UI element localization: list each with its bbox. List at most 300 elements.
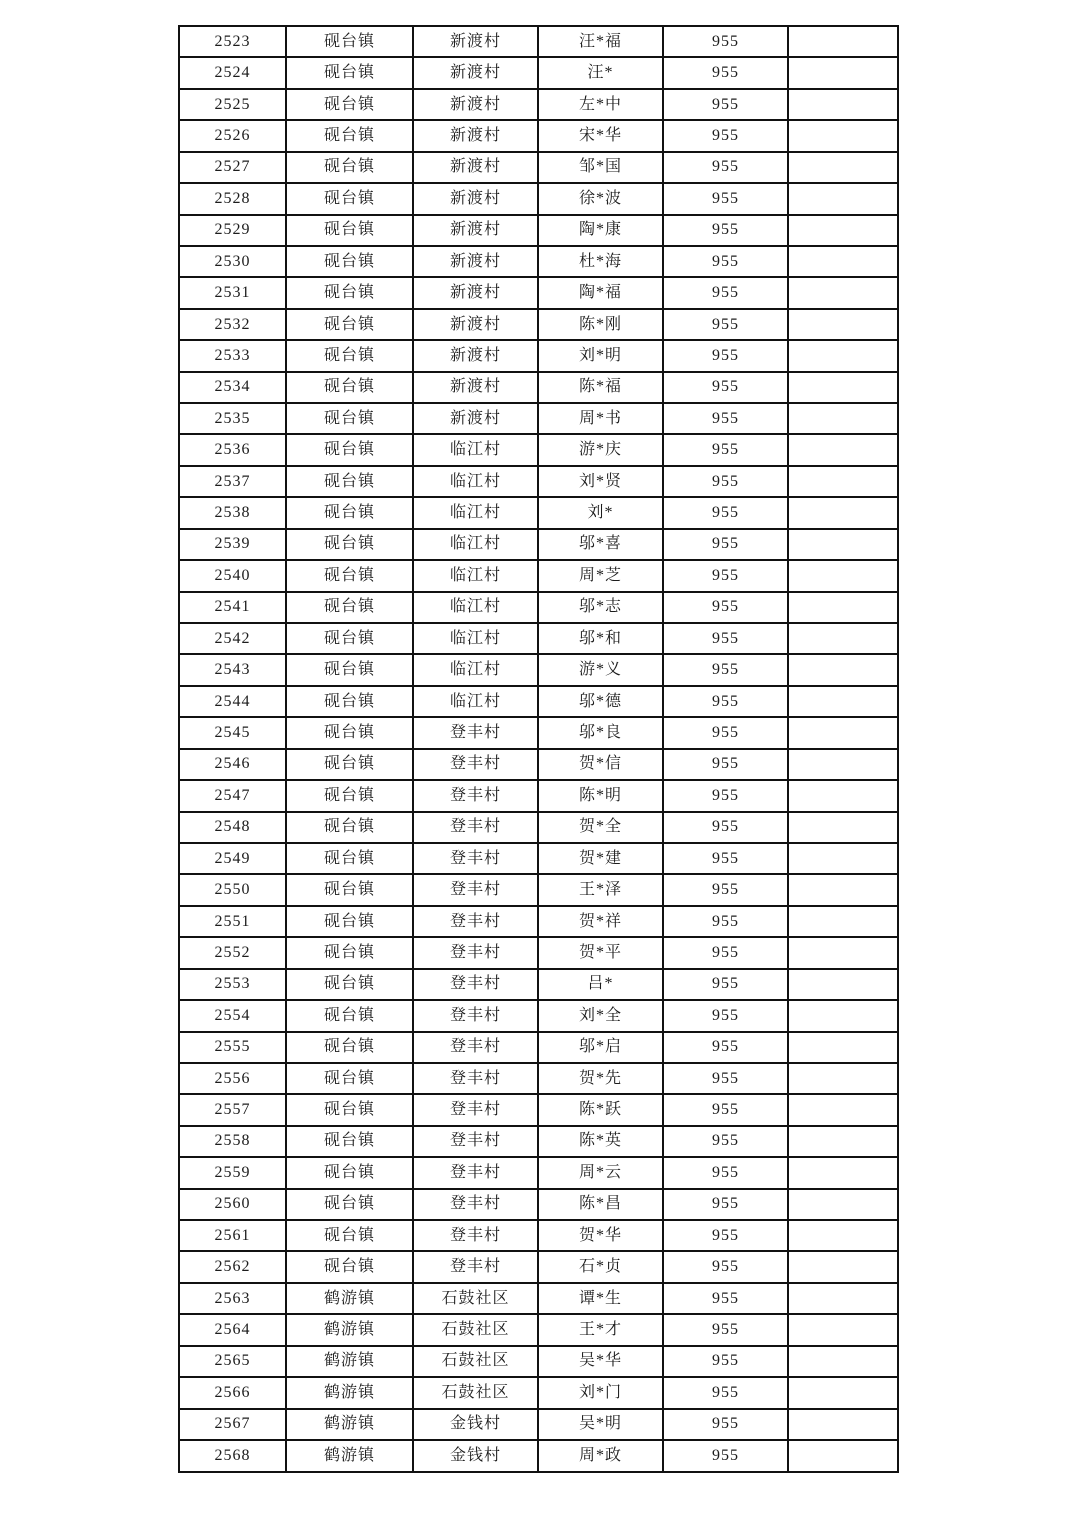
cell-index: 2551 xyxy=(179,906,286,937)
cell-value: 955 xyxy=(663,937,788,968)
cell-town: 砚台镇 xyxy=(286,654,413,685)
cell-note xyxy=(788,592,898,623)
table-row xyxy=(179,780,898,811)
cell-value: 955 xyxy=(663,309,788,340)
cell-name: 宋*华 xyxy=(538,120,663,151)
cell-town: 鹤游镇 xyxy=(286,1440,413,1472)
cell-village: 新渡村 xyxy=(413,403,538,434)
cell-index: 2567 xyxy=(179,1409,286,1440)
cell-name: 陈*刚 xyxy=(538,309,663,340)
table-row xyxy=(179,1346,898,1377)
table-row xyxy=(179,434,898,465)
table-row xyxy=(179,152,898,183)
cell-village: 新渡村 xyxy=(413,340,538,371)
cell-town: 砚台镇 xyxy=(286,277,413,308)
cell-town: 砚台镇 xyxy=(286,686,413,717)
cell-town: 砚台镇 xyxy=(286,843,413,874)
cell-index: 2524 xyxy=(179,57,286,88)
cell-index: 2544 xyxy=(179,686,286,717)
cell-value: 955 xyxy=(663,57,788,88)
cell-value: 955 xyxy=(663,152,788,183)
cell-town: 砚台镇 xyxy=(286,780,413,811)
cell-town: 砚台镇 xyxy=(286,906,413,937)
cell-name: 石*贞 xyxy=(538,1251,663,1282)
table-row xyxy=(179,1126,898,1157)
table-row xyxy=(179,969,898,1000)
table-row xyxy=(179,57,898,88)
table-row xyxy=(179,874,898,905)
cell-name: 陈*跃 xyxy=(538,1094,663,1125)
table-row xyxy=(179,749,898,780)
cell-name: 贺*建 xyxy=(538,843,663,874)
cell-value: 955 xyxy=(663,1063,788,1094)
cell-name: 邹*国 xyxy=(538,152,663,183)
cell-village: 新渡村 xyxy=(413,246,538,277)
cell-village: 临江村 xyxy=(413,592,538,623)
cell-village: 登丰村 xyxy=(413,1189,538,1220)
cell-index: 2556 xyxy=(179,1063,286,1094)
cell-note xyxy=(788,1346,898,1377)
cell-index: 2534 xyxy=(179,372,286,403)
cell-village: 登丰村 xyxy=(413,1063,538,1094)
table-row xyxy=(179,26,898,57)
cell-name: 邬*和 xyxy=(538,623,663,654)
cell-index: 2529 xyxy=(179,215,286,246)
cell-note xyxy=(788,780,898,811)
cell-note xyxy=(788,717,898,748)
cell-index: 2555 xyxy=(179,1032,286,1063)
cell-town: 砚台镇 xyxy=(286,434,413,465)
cell-index: 2536 xyxy=(179,434,286,465)
cell-village: 登丰村 xyxy=(413,717,538,748)
cell-name: 邬*良 xyxy=(538,717,663,748)
cell-name: 贺*全 xyxy=(538,812,663,843)
table-row xyxy=(179,686,898,717)
cell-value: 955 xyxy=(663,497,788,528)
cell-index: 2530 xyxy=(179,246,286,277)
cell-town: 砚台镇 xyxy=(286,1251,413,1282)
cell-value: 955 xyxy=(663,1220,788,1251)
cell-note xyxy=(788,1063,898,1094)
cell-town: 鹤游镇 xyxy=(286,1346,413,1377)
table-row xyxy=(179,812,898,843)
cell-value: 955 xyxy=(663,874,788,905)
table-row xyxy=(179,89,898,120)
cell-value: 955 xyxy=(663,560,788,591)
cell-town: 砚台镇 xyxy=(286,1094,413,1125)
cell-name: 邬*德 xyxy=(538,686,663,717)
cell-index: 2531 xyxy=(179,277,286,308)
cell-village: 登丰村 xyxy=(413,749,538,780)
cell-name: 左*中 xyxy=(538,89,663,120)
cell-name: 周*政 xyxy=(538,1440,663,1472)
cell-town: 砚台镇 xyxy=(286,26,413,57)
cell-town: 鹤游镇 xyxy=(286,1409,413,1440)
cell-village: 临江村 xyxy=(413,466,538,497)
cell-index: 2532 xyxy=(179,309,286,340)
cell-town: 砚台镇 xyxy=(286,717,413,748)
cell-note xyxy=(788,466,898,497)
cell-name: 吴*华 xyxy=(538,1346,663,1377)
cell-village: 登丰村 xyxy=(413,1251,538,1282)
cell-village: 新渡村 xyxy=(413,89,538,120)
cell-village: 新渡村 xyxy=(413,309,538,340)
cell-name: 陶*康 xyxy=(538,215,663,246)
cell-name: 贺*信 xyxy=(538,749,663,780)
cell-value: 955 xyxy=(663,906,788,937)
cell-town: 砚台镇 xyxy=(286,152,413,183)
table-row xyxy=(179,623,898,654)
cell-village: 临江村 xyxy=(413,623,538,654)
cell-index: 2540 xyxy=(179,560,286,591)
cell-town: 砚台镇 xyxy=(286,215,413,246)
cell-town: 砚台镇 xyxy=(286,309,413,340)
cell-name: 刘*明 xyxy=(538,340,663,371)
cell-value: 955 xyxy=(663,277,788,308)
cell-index: 2525 xyxy=(179,89,286,120)
cell-index: 2568 xyxy=(179,1440,286,1472)
cell-name: 周*云 xyxy=(538,1157,663,1188)
cell-village: 登丰村 xyxy=(413,1032,538,1063)
cell-town: 砚台镇 xyxy=(286,749,413,780)
cell-village: 登丰村 xyxy=(413,812,538,843)
table-row xyxy=(179,340,898,371)
table-row xyxy=(179,592,898,623)
table-row xyxy=(179,906,898,937)
cell-index: 2546 xyxy=(179,749,286,780)
cell-note xyxy=(788,26,898,57)
cell-village: 石鼓社区 xyxy=(413,1377,538,1408)
cell-index: 2564 xyxy=(179,1314,286,1345)
cell-index: 2535 xyxy=(179,403,286,434)
cell-index: 2545 xyxy=(179,717,286,748)
cell-value: 955 xyxy=(663,1126,788,1157)
cell-value: 955 xyxy=(663,215,788,246)
table-row xyxy=(179,277,898,308)
cell-name: 刘*全 xyxy=(538,1000,663,1031)
cell-note xyxy=(788,183,898,214)
cell-value: 955 xyxy=(663,1283,788,1314)
cell-village: 登丰村 xyxy=(413,969,538,1000)
cell-value: 955 xyxy=(663,654,788,685)
cell-town: 砚台镇 xyxy=(286,497,413,528)
cell-value: 955 xyxy=(663,246,788,277)
cell-town: 砚台镇 xyxy=(286,874,413,905)
cell-note xyxy=(788,497,898,528)
cell-village: 登丰村 xyxy=(413,874,538,905)
cell-index: 2533 xyxy=(179,340,286,371)
cell-village: 临江村 xyxy=(413,686,538,717)
table-row xyxy=(179,560,898,591)
cell-note xyxy=(788,812,898,843)
cell-town: 砚台镇 xyxy=(286,403,413,434)
cell-index: 2560 xyxy=(179,1189,286,1220)
cell-town: 鹤游镇 xyxy=(286,1377,413,1408)
cell-index: 2539 xyxy=(179,529,286,560)
table-row xyxy=(179,654,898,685)
table-row xyxy=(179,717,898,748)
cell-town: 砚台镇 xyxy=(286,1126,413,1157)
table-row xyxy=(179,1157,898,1188)
cell-town: 砚台镇 xyxy=(286,529,413,560)
cell-name: 周*书 xyxy=(538,403,663,434)
cell-value: 955 xyxy=(663,1251,788,1282)
cell-village: 石鼓社区 xyxy=(413,1283,538,1314)
cell-name: 游*庆 xyxy=(538,434,663,465)
cell-name: 王*才 xyxy=(538,1314,663,1345)
table-row xyxy=(179,403,898,434)
cell-index: 2558 xyxy=(179,1126,286,1157)
cell-name: 贺*华 xyxy=(538,1220,663,1251)
cell-index: 2553 xyxy=(179,969,286,1000)
cell-note xyxy=(788,89,898,120)
cell-village: 石鼓社区 xyxy=(413,1346,538,1377)
cell-village: 登丰村 xyxy=(413,780,538,811)
cell-name: 贺*先 xyxy=(538,1063,663,1094)
cell-note xyxy=(788,1409,898,1440)
cell-note xyxy=(788,277,898,308)
cell-index: 2523 xyxy=(179,26,286,57)
cell-village: 登丰村 xyxy=(413,1220,538,1251)
cell-name: 邬*启 xyxy=(538,1032,663,1063)
table-row xyxy=(179,497,898,528)
cell-index: 2566 xyxy=(179,1377,286,1408)
cell-town: 砚台镇 xyxy=(286,812,413,843)
cell-note xyxy=(788,434,898,465)
table-row xyxy=(179,1063,898,1094)
cell-index: 2554 xyxy=(179,1000,286,1031)
cell-value: 955 xyxy=(663,89,788,120)
cell-name: 游*义 xyxy=(538,654,663,685)
cell-index: 2537 xyxy=(179,466,286,497)
cell-town: 砚台镇 xyxy=(286,623,413,654)
cell-town: 砚台镇 xyxy=(286,120,413,151)
table-row xyxy=(179,246,898,277)
cell-village: 临江村 xyxy=(413,497,538,528)
table-row xyxy=(179,183,898,214)
cell-note xyxy=(788,246,898,277)
cell-value: 955 xyxy=(663,1094,788,1125)
cell-index: 2547 xyxy=(179,780,286,811)
cell-value: 955 xyxy=(663,623,788,654)
cell-town: 砚台镇 xyxy=(286,372,413,403)
cell-value: 955 xyxy=(663,592,788,623)
table-row xyxy=(179,1440,898,1472)
cell-index: 2543 xyxy=(179,654,286,685)
cell-town: 砚台镇 xyxy=(286,560,413,591)
cell-index: 2549 xyxy=(179,843,286,874)
cell-value: 955 xyxy=(663,403,788,434)
cell-value: 955 xyxy=(663,969,788,1000)
data-table xyxy=(178,25,899,1473)
cell-value: 955 xyxy=(663,340,788,371)
cell-town: 砚台镇 xyxy=(286,1063,413,1094)
cell-town: 砚台镇 xyxy=(286,89,413,120)
cell-name: 陈*英 xyxy=(538,1126,663,1157)
cell-note xyxy=(788,1283,898,1314)
cell-value: 955 xyxy=(663,529,788,560)
cell-name: 王*泽 xyxy=(538,874,663,905)
cell-name: 谭*生 xyxy=(538,1283,663,1314)
cell-village: 新渡村 xyxy=(413,120,538,151)
cell-value: 955 xyxy=(663,1157,788,1188)
cell-note xyxy=(788,874,898,905)
cell-value: 955 xyxy=(663,843,788,874)
cell-village: 新渡村 xyxy=(413,277,538,308)
table-row xyxy=(179,1000,898,1031)
table-body xyxy=(179,26,898,1472)
cell-village: 临江村 xyxy=(413,434,538,465)
cell-value: 955 xyxy=(663,686,788,717)
table-row xyxy=(179,1094,898,1125)
cell-name: 刘* xyxy=(538,497,663,528)
cell-note xyxy=(788,937,898,968)
cell-name: 贺*平 xyxy=(538,937,663,968)
cell-name: 邬*志 xyxy=(538,592,663,623)
cell-note xyxy=(788,749,898,780)
cell-village: 新渡村 xyxy=(413,152,538,183)
cell-note xyxy=(788,1314,898,1345)
cell-index: 2526 xyxy=(179,120,286,151)
cell-index: 2559 xyxy=(179,1157,286,1188)
cell-value: 955 xyxy=(663,434,788,465)
cell-town: 鹤游镇 xyxy=(286,1283,413,1314)
cell-town: 砚台镇 xyxy=(286,937,413,968)
cell-index: 2548 xyxy=(179,812,286,843)
cell-note xyxy=(788,1094,898,1125)
cell-note xyxy=(788,1157,898,1188)
cell-name: 杜*海 xyxy=(538,246,663,277)
cell-note xyxy=(788,1251,898,1282)
table-row xyxy=(179,215,898,246)
cell-town: 砚台镇 xyxy=(286,1189,413,1220)
cell-name: 贺*祥 xyxy=(538,906,663,937)
cell-note xyxy=(788,969,898,1000)
cell-value: 955 xyxy=(663,1189,788,1220)
cell-village: 登丰村 xyxy=(413,937,538,968)
cell-note xyxy=(788,560,898,591)
table-row xyxy=(179,120,898,151)
table-row xyxy=(179,1283,898,1314)
cell-note xyxy=(788,120,898,151)
cell-town: 砚台镇 xyxy=(286,1157,413,1188)
cell-note xyxy=(788,309,898,340)
table-row xyxy=(179,529,898,560)
cell-note xyxy=(788,152,898,183)
cell-value: 955 xyxy=(663,1409,788,1440)
table-row xyxy=(179,937,898,968)
cell-index: 2562 xyxy=(179,1251,286,1282)
cell-note xyxy=(788,906,898,937)
cell-value: 955 xyxy=(663,717,788,748)
cell-value: 955 xyxy=(663,780,788,811)
table-row xyxy=(179,1251,898,1282)
cell-town: 砚台镇 xyxy=(286,57,413,88)
cell-town: 砚台镇 xyxy=(286,183,413,214)
cell-town: 砚台镇 xyxy=(286,1000,413,1031)
cell-town: 砚台镇 xyxy=(286,1220,413,1251)
cell-name: 吴*明 xyxy=(538,1409,663,1440)
cell-name: 刘*贤 xyxy=(538,466,663,497)
cell-name: 陈*福 xyxy=(538,372,663,403)
cell-note xyxy=(788,215,898,246)
cell-village: 新渡村 xyxy=(413,215,538,246)
cell-village: 新渡村 xyxy=(413,26,538,57)
cell-value: 955 xyxy=(663,749,788,780)
cell-village: 金钱村 xyxy=(413,1409,538,1440)
cell-name: 周*芝 xyxy=(538,560,663,591)
cell-note xyxy=(788,403,898,434)
cell-village: 临江村 xyxy=(413,654,538,685)
cell-index: 2557 xyxy=(179,1094,286,1125)
cell-name: 徐*波 xyxy=(538,183,663,214)
cell-village: 临江村 xyxy=(413,529,538,560)
table-row xyxy=(179,843,898,874)
cell-index: 2528 xyxy=(179,183,286,214)
cell-index: 2541 xyxy=(179,592,286,623)
cell-village: 金钱村 xyxy=(413,1440,538,1472)
cell-village: 新渡村 xyxy=(413,57,538,88)
cell-name: 陈*昌 xyxy=(538,1189,663,1220)
cell-name: 吕* xyxy=(538,969,663,1000)
cell-name: 邬*喜 xyxy=(538,529,663,560)
cell-note xyxy=(788,843,898,874)
cell-value: 955 xyxy=(663,1000,788,1031)
cell-note xyxy=(788,1220,898,1251)
cell-value: 955 xyxy=(663,183,788,214)
cell-note xyxy=(788,1032,898,1063)
cell-index: 2527 xyxy=(179,152,286,183)
cell-note xyxy=(788,1440,898,1472)
cell-note xyxy=(788,1126,898,1157)
cell-village: 登丰村 xyxy=(413,843,538,874)
cell-town: 砚台镇 xyxy=(286,246,413,277)
cell-note xyxy=(788,340,898,371)
cell-note xyxy=(788,623,898,654)
cell-town: 砚台镇 xyxy=(286,466,413,497)
table-row xyxy=(179,309,898,340)
cell-village: 登丰村 xyxy=(413,1126,538,1157)
cell-value: 955 xyxy=(663,1440,788,1472)
cell-village: 登丰村 xyxy=(413,1157,538,1188)
cell-index: 2538 xyxy=(179,497,286,528)
cell-value: 955 xyxy=(663,372,788,403)
cell-note xyxy=(788,686,898,717)
table-row xyxy=(179,1032,898,1063)
cell-note xyxy=(788,57,898,88)
cell-note xyxy=(788,529,898,560)
cell-village: 登丰村 xyxy=(413,906,538,937)
table-row xyxy=(179,372,898,403)
cell-index: 2550 xyxy=(179,874,286,905)
cell-village: 石鼓社区 xyxy=(413,1314,538,1345)
cell-note xyxy=(788,654,898,685)
cell-name: 陶*福 xyxy=(538,277,663,308)
cell-name: 汪*福 xyxy=(538,26,663,57)
table-row xyxy=(179,1409,898,1440)
cell-note xyxy=(788,1377,898,1408)
cell-name: 刘*门 xyxy=(538,1377,663,1408)
cell-note xyxy=(788,372,898,403)
cell-town: 砚台镇 xyxy=(286,969,413,1000)
cell-value: 955 xyxy=(663,1346,788,1377)
cell-town: 砚台镇 xyxy=(286,340,413,371)
cell-value: 955 xyxy=(663,1032,788,1063)
cell-town: 鹤游镇 xyxy=(286,1314,413,1345)
cell-village: 登丰村 xyxy=(413,1000,538,1031)
cell-note xyxy=(788,1189,898,1220)
cell-index: 2563 xyxy=(179,1283,286,1314)
